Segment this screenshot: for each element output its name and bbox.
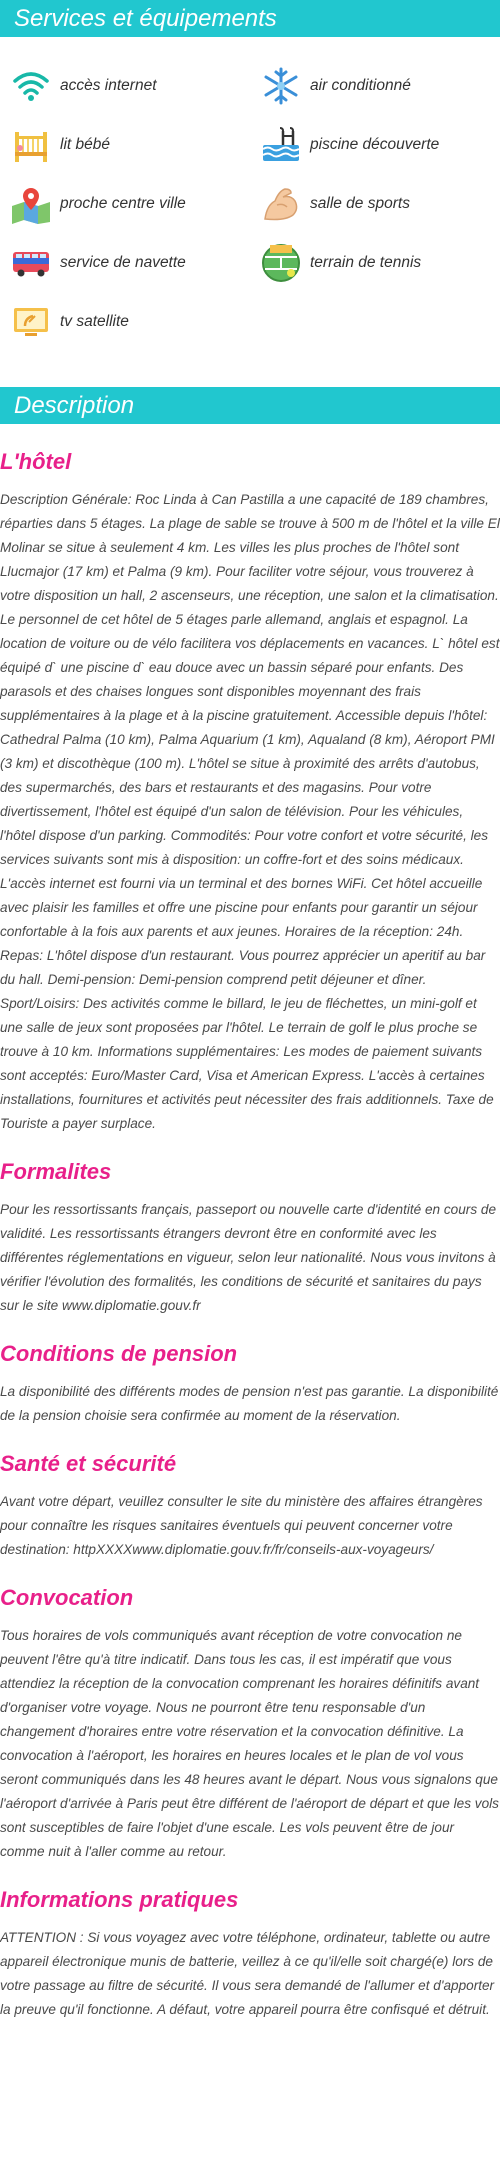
section-text-convocation: Tous horaires de vols communiqués avant réception de votre convocation ne peuvent l'être qu'à titre indicatif. Dans tous les cas, il est impératif que vous attendiez la réception de la convocation comprenant les horaires définitifs avant d'organiser votre voyage. Nous ne pourront être tenu responsable d'un changement d'horaires entre votre réservation et la convocation définitive. La convocation à l'aéroport, les horaires en heures locales et le plan de vol vous seront communiqués dans les 48 heures avant le départ. Nous vous signalons que l'aéroport d'arrivée à Paris peut être différent de l'aéroport de départ et que les vols sont susceptibles de faire l'objet d'une escale. Les vols peuvent être de jour comme nuit à l'aller comme au retour. xyxy=(0,1628,499,1859)
service-item xyxy=(10,174,260,233)
service-label: service de navette xyxy=(60,253,186,271)
service-item xyxy=(10,56,260,115)
service-item xyxy=(260,56,500,115)
service-item xyxy=(10,115,260,174)
section-heading-informations-pratiques: Informations pratiques xyxy=(0,1887,239,1912)
description-title: Description xyxy=(14,392,135,419)
tennis-court-icon xyxy=(260,242,302,284)
shuttle-bus-icon xyxy=(10,242,52,284)
service-item xyxy=(10,292,260,351)
service-label: accès internet xyxy=(60,76,157,94)
map-pin-icon xyxy=(10,183,52,225)
service-label: piscine découverte xyxy=(310,135,440,153)
service-item xyxy=(260,233,500,292)
pool-icon xyxy=(260,124,302,166)
service-label: lit bébé xyxy=(60,135,110,153)
section-text-conditions-pension: La disponibilité des différents modes de pension n'est pas garantie. La disponibilité de la pension choisie sera confirmée au moment de la réservation. xyxy=(0,1384,499,1423)
service-label: proche centre ville xyxy=(60,194,186,212)
section-heading-hotel: L'hôtel xyxy=(0,449,72,474)
service-label: salle de sports xyxy=(310,194,410,212)
services-header xyxy=(0,0,500,37)
service-item xyxy=(260,115,500,174)
service-label: terrain de tennis xyxy=(310,253,422,271)
baby-crib-icon xyxy=(10,124,52,166)
section-heading-sante-securite: Santé et sécurité xyxy=(0,1451,177,1476)
service-label: tv satellite xyxy=(60,312,129,330)
service-item xyxy=(260,174,500,233)
snowflake-icon xyxy=(260,65,302,107)
section-heading-formalites: Formalites xyxy=(0,1159,112,1184)
service-item xyxy=(10,233,260,292)
section-text-sante-securite: Avant votre départ, veuillez consulter le site du ministère des affaires étrangères pour connaître les risques sanitaires éventuels qui peuvent concerner votre destination: httpXXXXwww.diplomatie.gouv.fr/fr/conseils-aux-voyageurs/ xyxy=(0,1494,483,1557)
section-heading-convocation: Convocation xyxy=(0,1585,134,1610)
description-header xyxy=(0,387,500,424)
service-label: air conditionné xyxy=(310,76,411,94)
services-title: Services et équipements xyxy=(14,5,277,32)
muscle-arm-icon xyxy=(260,183,302,225)
wifi-icon xyxy=(10,65,52,107)
section-text-informations-pratiques: ATTENTION : Si vous voyagez avec votre téléphone, ordinateur, tablette ou autre appareil électronique munis de batterie, veillez à ce qu'il/elle soit chargé(e) lors de votre passage au filtre de sécurité. Il vous sera demandé de l'allumer et d'apporter la preuve qu'il fonctionne. A défaut, votre appareil pourra être confisqué et détruit. xyxy=(0,1930,495,2017)
description-body xyxy=(0,448,500,2022)
section-heading-conditions-pension: Conditions de pension xyxy=(0,1341,238,1366)
satellite-tv-icon xyxy=(10,301,52,343)
section-text-formalites: Pour les ressortissants français, passeport ou nouvelle carte d'identité en cours de validité. Les ressortissants étrangers devront être en conformité avec les différentes réglementations en vigueur, selon leur nationalité. Nous vous invitons à vérifier l'évolution des formalités, les conditions de sécurité et sanitaires du pays sur le site www.diplomatie.gouv.fr xyxy=(0,1202,497,1313)
services-grid xyxy=(0,37,500,351)
section-text-hotel: Description Générale: Roc Linda à Can Pastilla a une capacité de 189 chambres, réparties dans 5 étages. La plage de sable se trouve à 500 m de l'hôtel et la ville El Molinar se situe à seulement 4 km. Les villes les plus proches de l'hôtel sont Llucmajor (17 km) et Palma (9 km). Pour faciliter votre séjour, vous trouverez à votre disposition un hall, 2 ascenseurs, une réception, une salon et la climatisation. Le personnel de cet hôtel de 5 étages parle allemand, anglais et espagnol. La location de voiture ou de vélo facilitera vos déplacements en vacances. L` hôtel est équipé d` une piscine d` eau douce avec un bassin séparé pour enfants. Des parasols et des chaises longues sont disponibles moyennant des frais supplémentaires à la plage et à la piscine gratuitement. Accessible depuis l'hôtel: Cathedral Palma (10 km), Palma Aquarium (1 km), Aqualand (8 km), Aéroport PMI (3 km) et discothèque (100 m). L'hôtel se situe à proximité des arrêts d'autobus, des supermarchés, des bars et restaurants et des magasins. Pour votre divertissement, l'hôtel est équipé d'un salon de télévision. Pour les véhicules, l'hôtel dispose d'un parking. Commodités: Pour votre confort et votre sécurité, les services suivants sont mis à disposition: un coffre-fort et des soins médicaux. L'accès internet est fourni via un terminal et des bornes WiFi. Cet hôtel accueille avec plaisir les familles et offre une piscine pour enfants pour garantir un séjour confortable à la fois aux parents et aux jeunes. Horaires de la réception: 24h. Repas: L'hôtel dispose d'un restaurant. Vous pourrez apprécier un aperitif au bar du hall. Demi-pension: Demi-pension comprend petit déjeuner et dîner. Sport/Loisirs: Des activités comme le billard, le jeu de fléchettes, un mini-golf et une salle de jeux sont proposées par l'hôtel. Le terrain de golf le plus proche se trouve à 10 km. Informations supplémentaires: Les modes de paiement suivants sont acceptés: Euro/Master Card, Visa et American Express. L'accès à certaines installations, fournitures et activités peut nécessiter des frais additionnels. Taxe de Touriste a payer surplace. xyxy=(0,492,500,1131)
